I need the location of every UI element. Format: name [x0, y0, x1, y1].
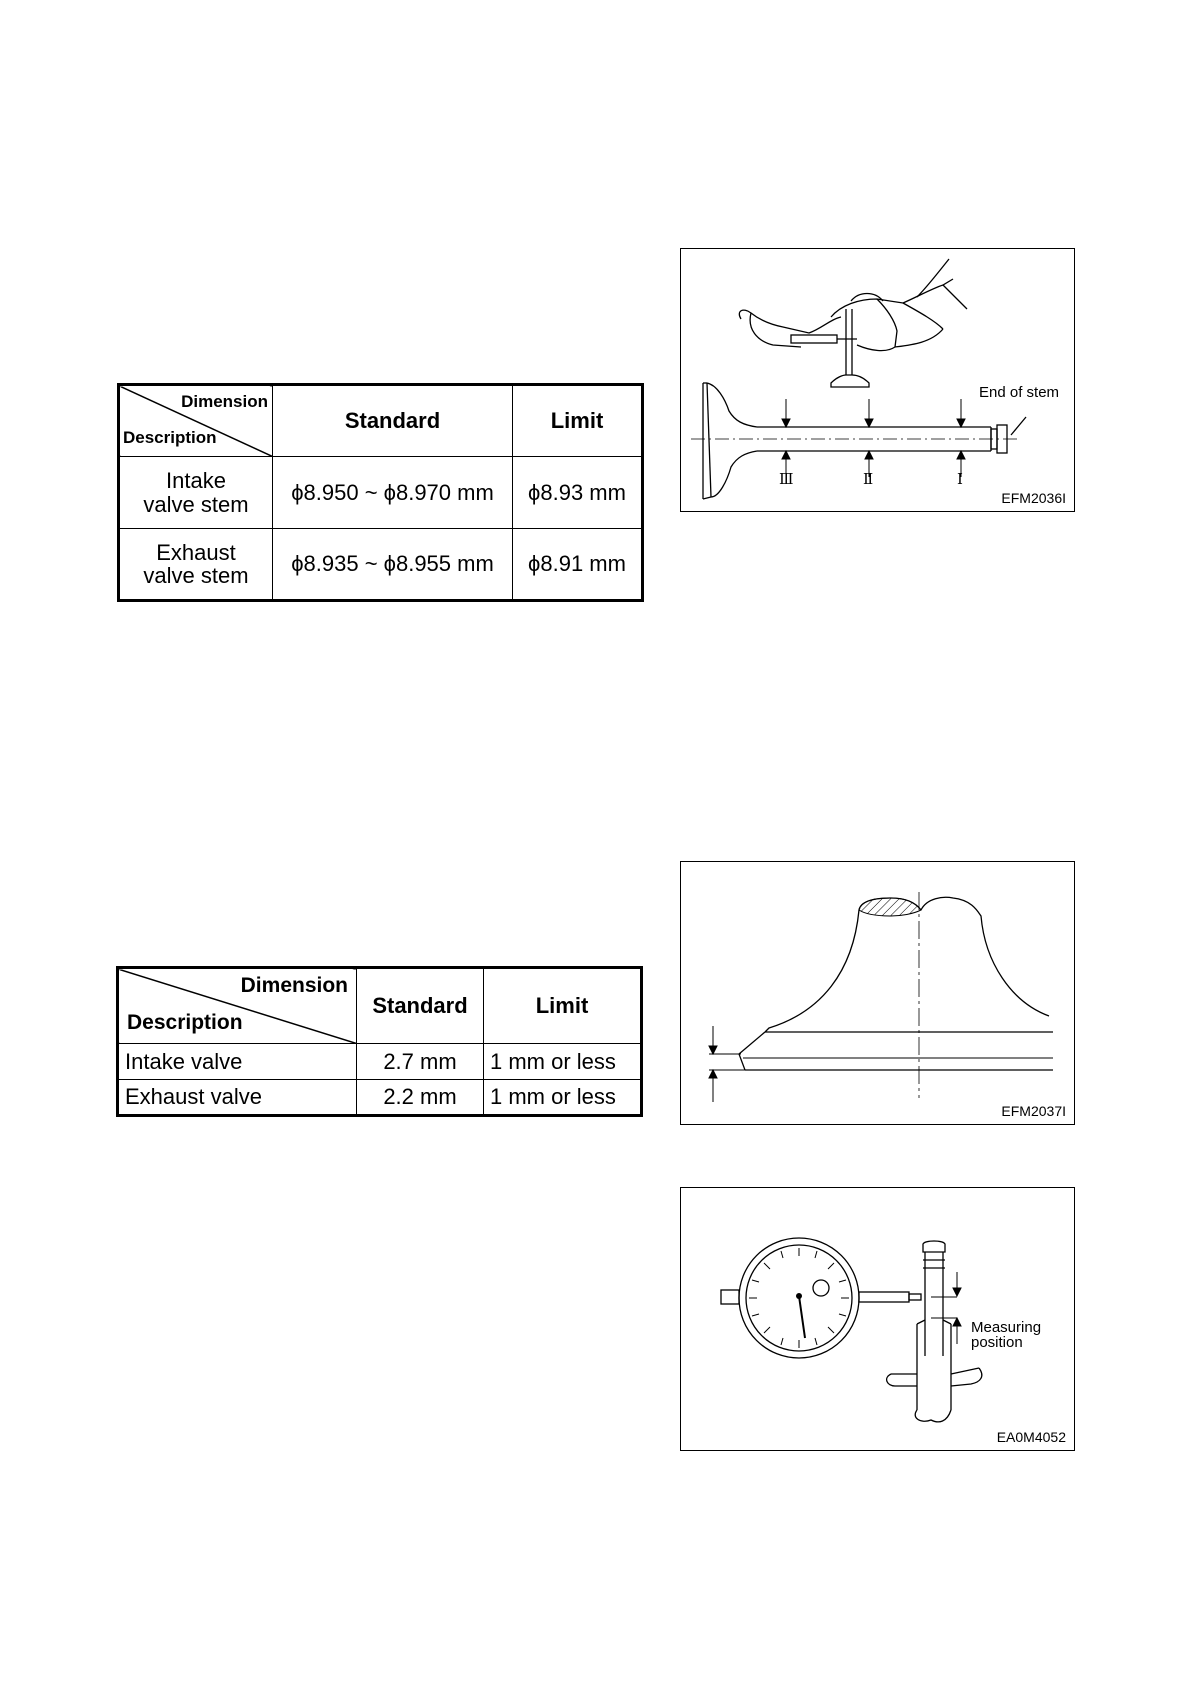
figure-code: EFM2036I — [1001, 490, 1066, 506]
header-standard: Standard — [357, 968, 484, 1044]
table-row — [118, 1080, 642, 1116]
figure-code: EFM2037I — [1001, 1103, 1066, 1119]
header-dimension: Dimension — [181, 392, 268, 411]
row-description: Intake valve stem — [119, 457, 273, 529]
row-description: Exhaust valve — [118, 1080, 357, 1116]
diagonal-header-cell — [118, 968, 357, 1044]
figure-code: EA0M4052 — [996, 1429, 1066, 1445]
position-2-label: Ⅱ — [863, 470, 874, 488]
valve-head-illustration — [681, 862, 1074, 1124]
position-1-label: Ⅰ — [957, 470, 963, 488]
row-description: Exhaust valve stem — [119, 529, 273, 601]
figure-valve-stem-measurement — [680, 248, 1075, 512]
header-dimension: Dimension — [240, 974, 348, 997]
header-limit: Limit — [513, 385, 643, 457]
table-row — [119, 529, 643, 601]
figure-valve-head-margin — [680, 861, 1075, 1125]
position-3-label: Ⅲ — [779, 470, 794, 488]
figure-dial-gauge-measurement — [680, 1187, 1075, 1451]
diagonal-header-cell — [119, 385, 273, 457]
table-header-row — [119, 385, 643, 457]
measuring-position-label: Measuring position — [971, 1319, 1042, 1351]
valve-stem-illustration — [681, 249, 1074, 511]
row-standard: ϕ8.950 ~ ϕ8.970 mm — [273, 457, 513, 529]
row-standard: 2.7 mm — [357, 1044, 484, 1080]
row-standard: ϕ8.935 ~ ϕ8.955 mm — [273, 529, 513, 601]
row-description: Intake valve — [118, 1044, 357, 1080]
header-description: Description — [123, 428, 217, 447]
valve-head-thickness-table — [116, 966, 643, 1117]
row-standard: 2.2 mm — [357, 1080, 484, 1116]
header-limit: Limit — [484, 968, 642, 1044]
row-limit: 1 mm or less — [484, 1044, 642, 1080]
table-row — [119, 457, 643, 529]
valve-stem-spec-table — [117, 383, 644, 602]
header-description: Description — [127, 1011, 243, 1034]
table-header-row — [118, 968, 642, 1044]
table-row — [118, 1044, 642, 1080]
row-limit: ϕ8.93 mm — [513, 457, 643, 529]
row-limit: 1 mm or less — [484, 1080, 642, 1116]
row-limit: ϕ8.91 mm — [513, 529, 643, 601]
end-of-stem-label: End of stem — [979, 384, 1060, 401]
header-standard: Standard — [273, 385, 513, 457]
